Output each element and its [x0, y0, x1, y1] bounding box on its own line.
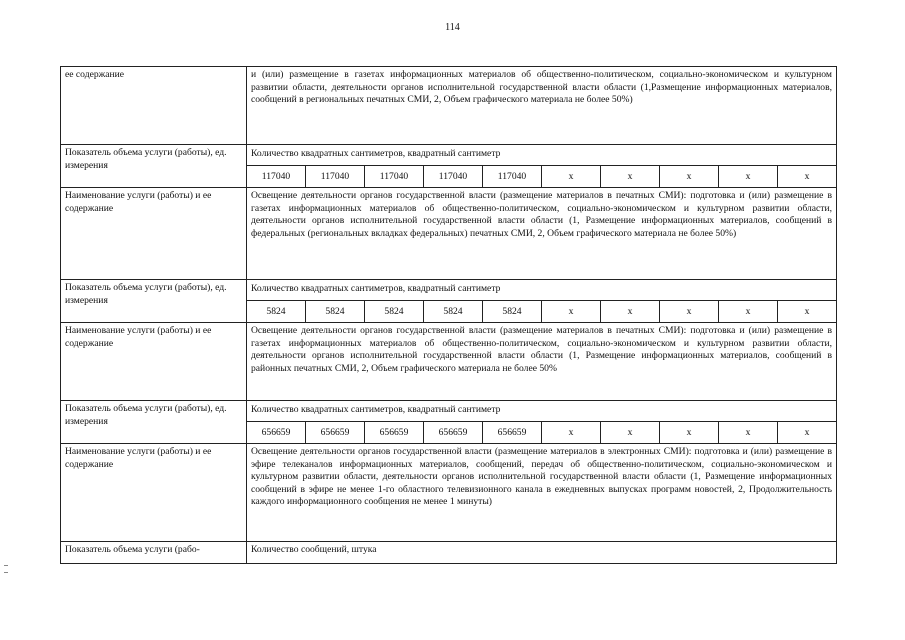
value-cell: x: [719, 166, 778, 187]
value-cell: x: [660, 166, 719, 187]
value-cell: 5824: [483, 301, 542, 322]
table-row: [61, 280, 837, 323]
scan-mark: [4, 565, 8, 566]
value-cell: x: [542, 166, 601, 187]
value-cell: 117040: [483, 166, 542, 187]
service-description: Освещение деятельности органов государственной власти (размещение материалов в электронных СМИ): подготовка и (или) размещение в эфире телеканалов информационных материалов, сообщений, передач об общественно-политическом, социально-экономическом и культурном развитии области, деятельности органов исполнительной государственной власти области (1, Размещение информационных сообщений в эфире не менее 1-го областного телевизионного канала в ежедневных выпусках программ новостей, 2, Продолжительность каждого информационного сообщения не менее 1 минуты): [247, 444, 837, 542]
values-row: [247, 422, 836, 443]
table-row: [61, 67, 837, 145]
value-cell: x: [719, 301, 778, 322]
unit-of-measure: Количество квадратных сантиметров, квадратный сантиметр: [247, 280, 836, 301]
value-cell: x: [804, 427, 810, 438]
service-description: и (или) размещение в газетах информационных материалов об общественно-политическом, социально-экономическом и культурном развитии области, деятельности органов исполнительной государственной власти области (1,Размещение информационных материалов, сообщений в региональных печатных СМИ, 2, Объем графического материала не более 50%): [247, 67, 837, 145]
row-label: Наименование услуги (работы) и ее содержание: [61, 188, 247, 280]
value-cell: 656659: [306, 422, 365, 443]
volume-cell: [247, 145, 837, 188]
value-cell: x: [719, 422, 778, 443]
value-cell: 5824: [424, 301, 483, 322]
value-cell: x: [660, 422, 719, 443]
table-row: [61, 542, 837, 564]
value-cell: 5824: [306, 301, 365, 322]
row-label: Показатель объема услуги (рабо-: [61, 542, 247, 564]
row-label: Показатель объема услуги (работы), ед. измерения: [61, 145, 247, 188]
value-cell: 656659: [483, 422, 542, 443]
value-cell: 5824: [365, 301, 424, 322]
unit-of-measure: Количество сообщений, штука: [247, 542, 837, 564]
table-row: [61, 188, 837, 280]
volume-cell: [247, 280, 837, 323]
value-cell: x: [804, 171, 810, 182]
values-row: [247, 166, 836, 187]
value-cell: x: [804, 306, 810, 317]
value-cell: 656659: [424, 422, 483, 443]
service-description: Освещение деятельности органов государственной власти (размещение материалов в печатных СМИ): подготовка и (или) размещение в газетах информационных материалов об общественно-политическом, социально-экономическом и культурном развитии области, деятельности органов исполнительной государственной власти области (1, Размещение информационных материалов, сообщений в районных печатных СМИ, 2, Объем графического материала не более 50%: [247, 323, 837, 401]
value-cell: 5824: [247, 301, 306, 322]
unit-of-measure: Количество квадратных сантиметров, квадратный сантиметр: [247, 401, 836, 422]
page-number: 114: [445, 22, 460, 33]
values-row: [247, 301, 836, 322]
value-cell: 117040: [424, 166, 483, 187]
row-label: ее содержание: [61, 67, 247, 145]
value-cell: x: [601, 301, 660, 322]
table-row: [61, 323, 837, 401]
row-label: Показатель объема услуги (работы), ед. измерения: [61, 280, 247, 323]
value-cell: 117040: [247, 166, 306, 187]
value-cell: x: [601, 422, 660, 443]
volume-cell: [247, 401, 837, 444]
value-cell: x: [542, 301, 601, 322]
value-cell: 117040: [306, 166, 365, 187]
service-table: [60, 66, 837, 564]
table-row: [61, 145, 837, 188]
value-cell: 656659: [365, 422, 424, 443]
value-cell: x: [601, 166, 660, 187]
value-cell: 656659: [247, 422, 306, 443]
unit-of-measure: Количество квадратных сантиметров, квадратный сантиметр: [247, 145, 836, 166]
row-label: Показатель объема услуги (работы), ед. измерения: [61, 401, 247, 444]
row-label: Наименование услуги (работы) и ее содержание: [61, 323, 247, 401]
value-cell: x: [660, 301, 719, 322]
service-description: Освещение деятельности органов государственной власти (размещение материалов в печатных СМИ): подготовка и (или) размещение в газетах информационных материалов об общественно-политическом, социально-экономическом и культурном развитии области, деятельности органов исполнительной государственной власти области (1, Размещение информационных материалов, сообщений в федеральных (региональных вкладках федеральных) печатных СМИ, 2, Объем графического материала не более 50%): [247, 188, 837, 280]
value-cell: 117040: [365, 166, 424, 187]
table-row: [61, 401, 837, 444]
scan-mark: [4, 572, 8, 573]
table-row: [61, 444, 837, 542]
row-label: Наименование услуги (работы) и ее содержание: [61, 444, 247, 542]
value-cell: x: [542, 422, 601, 443]
